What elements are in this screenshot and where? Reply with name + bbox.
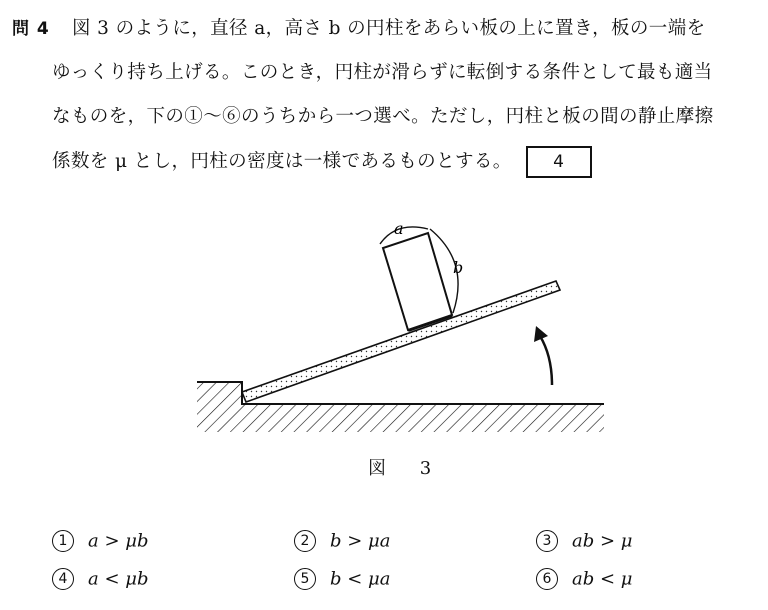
choice-number-4: 4 [52, 568, 74, 590]
question-line-1: 図 3 のように，直径 a，高さ b の円柱をあらい板の上に置き，板の一端を [72, 18, 706, 39]
cylinder [383, 233, 452, 330]
answer-box: 4 [526, 146, 592, 178]
choice-number-3: 3 [536, 530, 558, 552]
choice-expr-5: b < μa [330, 568, 391, 590]
choice-1[interactable] [52, 530, 148, 552]
choice-number-6: 6 [536, 568, 558, 590]
question-number: 問 4 [12, 19, 50, 39]
label-b: b [453, 258, 464, 277]
lift-arrow [540, 336, 552, 385]
question-line-2: ゆっくり持ち上げる。このとき，円柱が滑らずに転倒する条件として最も適当 [52, 62, 713, 83]
choice-number-1: 1 [52, 530, 74, 552]
choice-expr-2: b > μa [330, 530, 391, 552]
choice-expr-4: a < μb [88, 568, 149, 590]
choice-number-2: 2 [294, 530, 316, 552]
choice-6[interactable] [536, 568, 632, 590]
choice-4[interactable] [52, 568, 148, 590]
question-line-3: なものを，下の①～⑥のうちから一つ選べ。ただし，円柱と板の間の静止摩擦 [52, 106, 714, 127]
choice-5[interactable] [294, 568, 390, 590]
figure-caption: 図 3 [368, 458, 446, 479]
label-a: a [394, 219, 404, 238]
choice-2[interactable] [294, 530, 390, 552]
choice-expr-1: a > μb [88, 530, 149, 552]
choice-number-5: 5 [294, 568, 316, 590]
choice-3[interactable] [536, 530, 632, 552]
choice-expr-6: ab < μ [572, 568, 633, 590]
choice-expr-3: ab > μ [572, 530, 633, 552]
question-line-4-text: 係数を μ とし，円柱の密度は一様であるものとする。 [52, 151, 512, 172]
